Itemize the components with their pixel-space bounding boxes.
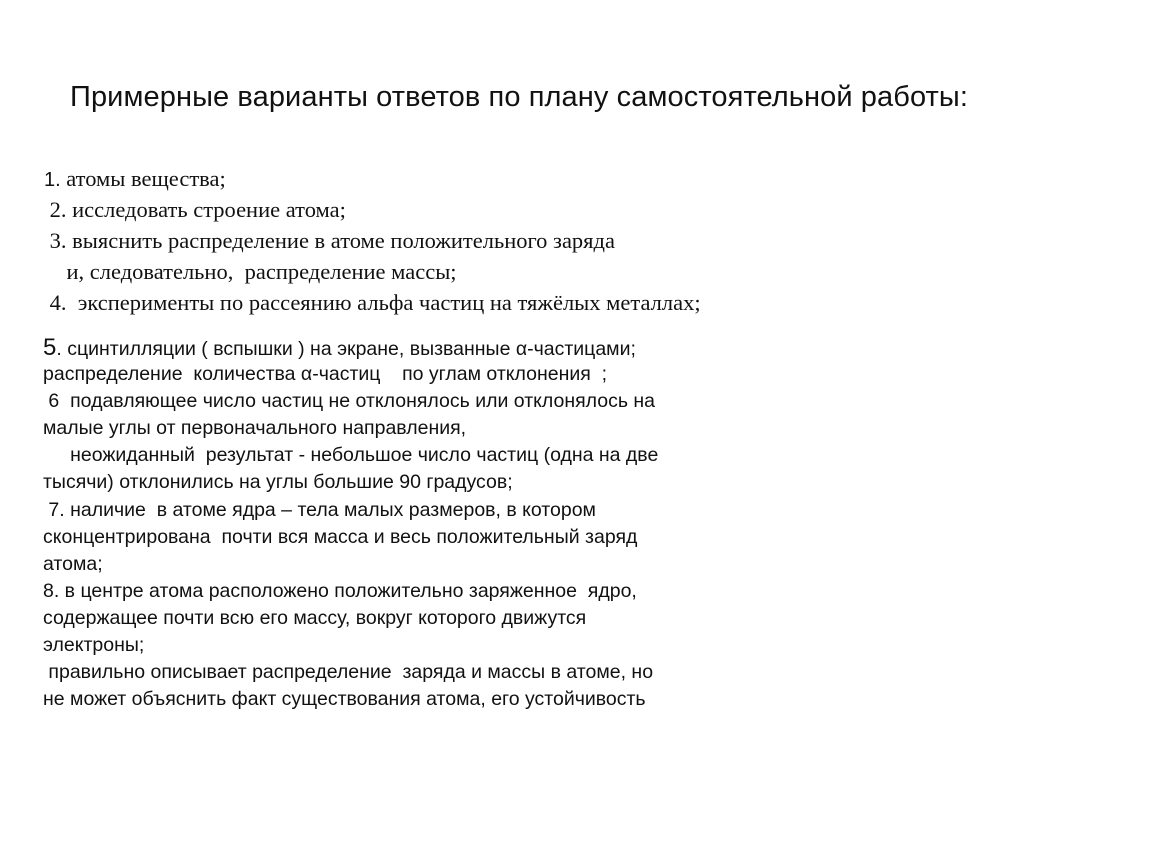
answer-item-6-line-1: 6 подавляющее число частиц не отклонялось или отклонялось на	[43, 390, 656, 413]
answer-item-7-line-2: сконцентрирована почти вся масса и весь положительный заряд	[43, 525, 638, 548]
answer-item-8-line-3: электроны;	[43, 634, 145, 657]
answer-item-5-line-1	[43, 334, 658, 361]
answer-item-8-line-2: содержащее почти всю его массу, вокруг которого движутся	[43, 606, 587, 629]
answers-part-1	[44, 163, 701, 318]
answer-item-6-line-2: малые углы от первоначального направления,	[43, 417, 467, 440]
answer-item-1	[44, 163, 701, 194]
answers-part-2	[43, 334, 658, 713]
answer-item-5-text: . сцинтилляции ( вспышки ) на экране, вызванные α-частицами;	[56, 338, 636, 360]
answer-item-9-line-2: не может объяснить факт существования атома, его устойчивость	[43, 688, 646, 711]
answer-item-5-line-2: распределение количества α-частиц по углам отклонения ;	[43, 363, 608, 386]
answer-item-1-number: 1.	[44, 169, 67, 191]
answer-item-3-line-2: и, следовательно, распределение массы;	[44, 259, 457, 284]
answer-item-4: 4. эксперименты по рассеянию альфа частиц на тяжёлых металлах;	[44, 290, 701, 315]
answer-item-6-line-4: тысячи) отклонились на углы большие 90 градусов;	[43, 471, 513, 494]
answer-item-2: 2. исследовать строение атома;	[44, 197, 346, 222]
answer-item-1-text: атомы вещества;	[66, 166, 226, 191]
answer-item-9-line-1: правильно описывает распределение заряда и массы в атоме, но	[43, 661, 654, 684]
slide-title: Примерные варианты ответов по плану самостоятельной работы:	[70, 81, 969, 113]
answer-item-5-number: 5	[43, 334, 57, 361]
answer-item-7-line-3: атома;	[43, 552, 103, 575]
answer-item-3-line-1: 3. выяснить распределение в атоме положительного заряда	[44, 228, 615, 253]
answer-item-6-line-3: неожиданный результат - небольшое число частиц (одна на две	[43, 444, 659, 467]
answer-item-7-line-1: 7. наличие в атоме ядра – тела малых размеров, в котором	[43, 498, 596, 521]
answer-item-8-line-1: 8. в центре атома расположено положительно заряженное ядро,	[43, 579, 637, 602]
